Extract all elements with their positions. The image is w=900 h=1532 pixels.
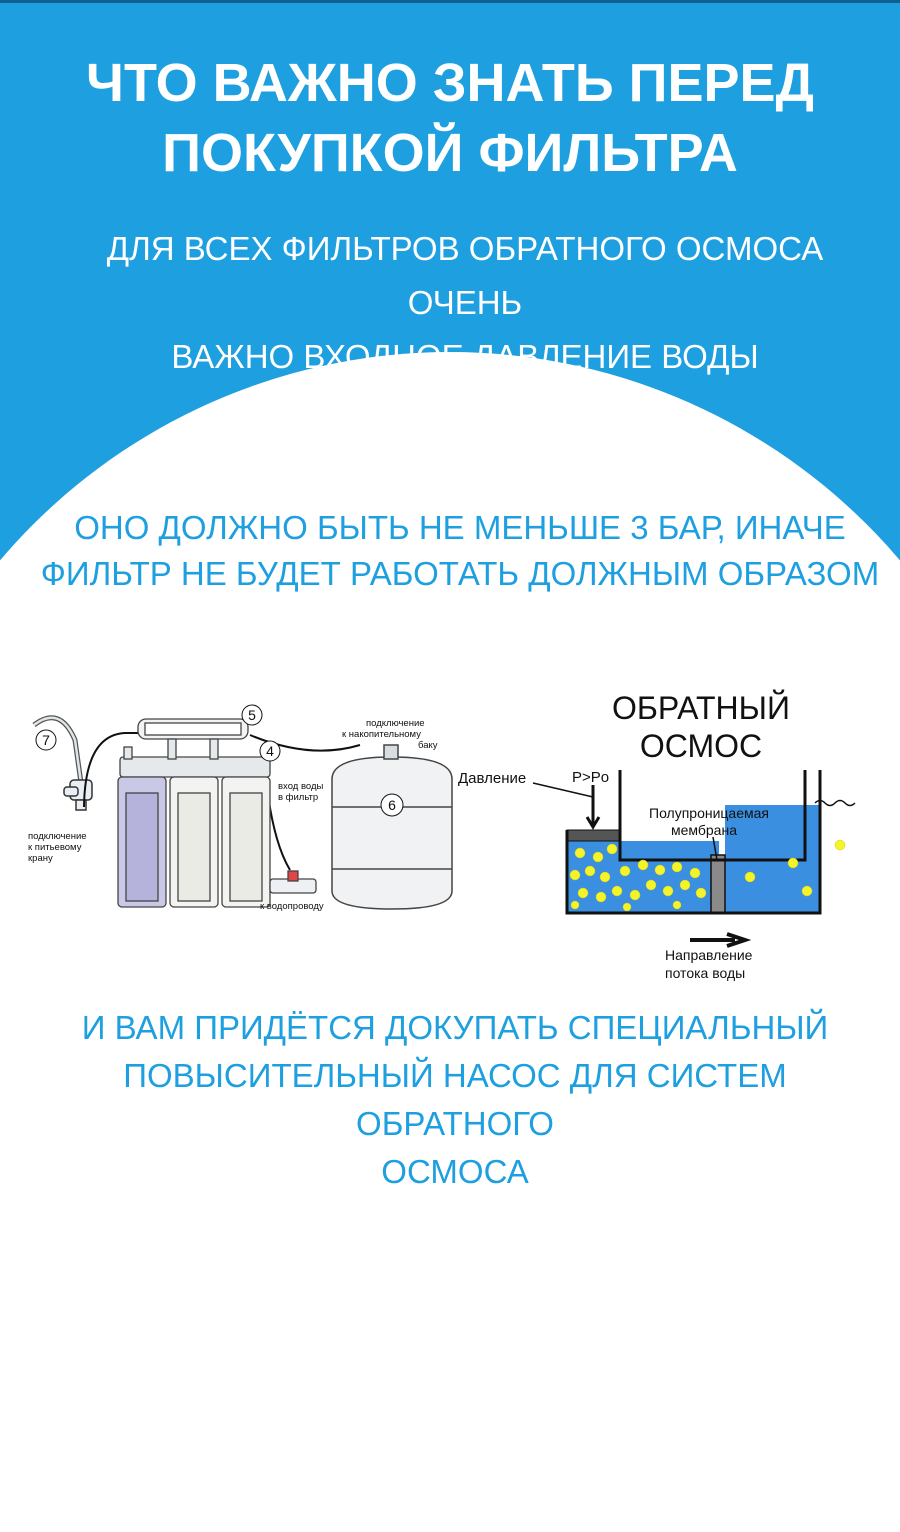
marker-7: 7 xyxy=(42,732,50,748)
osmosis-diagram xyxy=(455,685,880,990)
inlet-label-2: в фильтр xyxy=(278,792,319,803)
tank-label-3: баку xyxy=(418,740,438,751)
supply-valve xyxy=(270,871,316,893)
subheading xyxy=(60,222,870,384)
headline xyxy=(0,48,900,188)
faucet-label-1: подключение xyxy=(28,831,87,842)
filter-system-illustration xyxy=(20,695,460,925)
marker-4: 4 xyxy=(266,743,274,759)
membrane-label-2: мембрана xyxy=(671,822,737,838)
storage-tank xyxy=(332,745,452,909)
tube-inlet xyxy=(268,795,290,870)
pump-note-line-1: И ВАМ ПРИДЁТСЯ ДОКУПАТЬ СПЕЦИАЛЬНЫЙ xyxy=(81,1009,829,1046)
tank-label-1: подключение xyxy=(366,718,425,729)
flow-arrow-icon xyxy=(690,934,745,946)
osmosis-title-line-2: ОСМОС xyxy=(639,728,763,764)
faucet-label-3: крану xyxy=(28,853,53,864)
osmosis-title-line-1: ОБРАТНЫЙ xyxy=(612,690,790,726)
pump-note-line-3: ОСМОСА xyxy=(381,1153,529,1190)
tank-label-2: к накопительному xyxy=(342,729,421,740)
marker-6: 6 xyxy=(388,797,396,813)
headline-line-2: ПОКУПКОЙ ФИЛЬТРА xyxy=(162,123,738,183)
filter-cartridges xyxy=(118,777,270,907)
membrane-label-1: Полупроницаемая xyxy=(649,805,769,821)
inlet-label-1: вход воды xyxy=(278,781,324,792)
subheading-line-1: ДЛЯ ВСЕХ ФИЛЬТРОВ ОБРАТНОГО ОСМОСА ОЧЕНЬ xyxy=(106,230,824,321)
pump-note xyxy=(30,1004,880,1196)
marker-5: 5 xyxy=(248,707,256,723)
pressure-arrow-icon xyxy=(587,785,599,827)
pressure-note-line-2: ФИЛЬТР НЕ БУДЕТ РАБОТАТЬ ДОЛЖНЫМ ОБРАЗОМ xyxy=(40,555,880,592)
pressure-label: Давление xyxy=(458,770,527,787)
pressure-formula: P>Po xyxy=(572,769,610,786)
pressure-note xyxy=(40,505,880,597)
mounting-bracket xyxy=(120,739,270,777)
flow-label-2: потока воды xyxy=(665,965,746,981)
faucet-label-2: к питьевому xyxy=(28,842,82,853)
top-border-line xyxy=(0,0,900,3)
flow-label-1: Направление xyxy=(665,947,753,963)
supply-label: к водопроводу xyxy=(260,901,324,912)
headline-line-1: ЧТО ВАЖНО ЗНАТЬ ПЕРЕД xyxy=(86,53,814,113)
subheading-line-2: ВАЖНО ВХОДНОЕ ДАВЛЕНИЕ ВОДЫ xyxy=(171,338,759,375)
pressure-note-line-1: ОНО ДОЛЖНО БЫТЬ НЕ МЕНЬШЕ 3 БАР, ИНАЧЕ xyxy=(74,509,846,546)
pump-note-line-2: ПОВЫСИТЕЛЬНЫЙ НАСОС ДЛЯ СИСТЕМ ОБРАТНОГО xyxy=(123,1057,787,1142)
piston xyxy=(567,830,619,841)
post-filter-cartridge xyxy=(138,719,248,739)
membrane xyxy=(711,855,725,913)
